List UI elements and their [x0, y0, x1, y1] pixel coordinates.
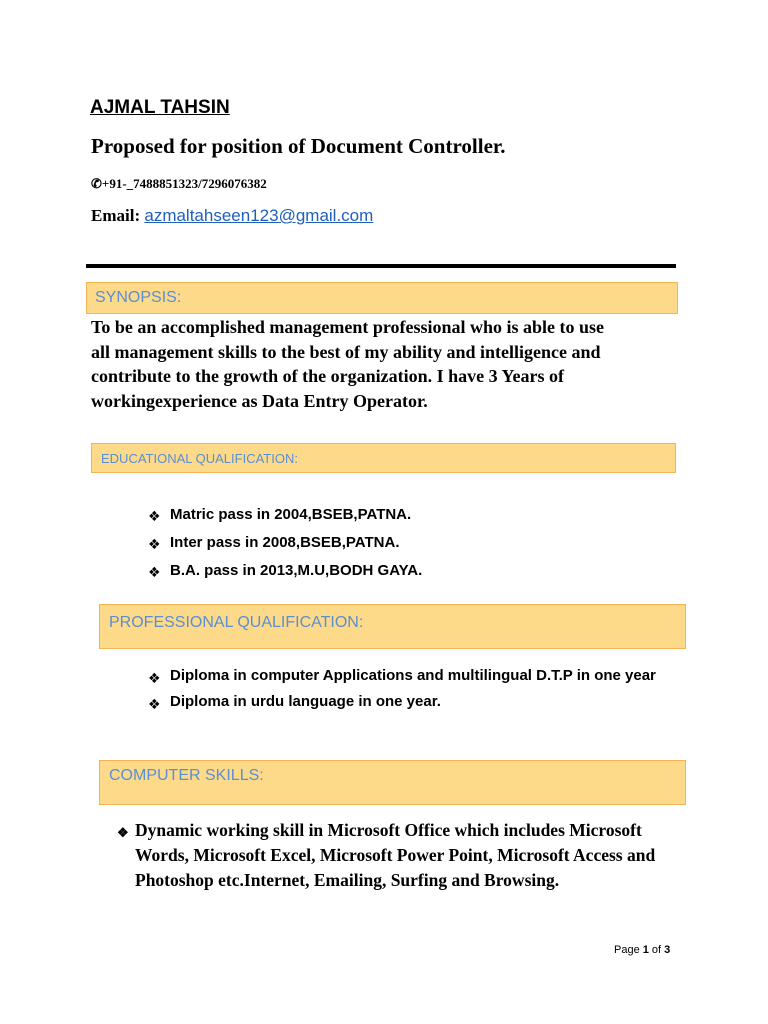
diamond-bullet-icon: ❖ [148, 696, 161, 712]
list-item-text: Inter pass in 2008,BSEB,PATNA. [170, 534, 400, 551]
email-link[interactable]: azmaltahseen123@gmail.com [144, 206, 374, 225]
list-item-text: B.A. pass in 2013,M.U,BODH GAYA. [170, 562, 423, 579]
synopsis-line: contribute to the growth of the organization. I have 3 Years of [91, 366, 564, 386]
list-item [117, 818, 657, 893]
phone-number: +91-_7488851323/7296076382 [101, 176, 267, 191]
email-line [91, 206, 373, 226]
email-label: Email: [91, 206, 145, 225]
page-prefix: Page [614, 944, 643, 956]
synopsis-line: workingexperience as Data Entry Operator. [91, 390, 428, 411]
page-of: of [648, 944, 665, 956]
computer-skills-list [117, 818, 657, 893]
computer-skills-heading: COMPUTER SKILLS: [99, 760, 686, 805]
synopsis-heading: SYNOPSIS: [86, 282, 678, 314]
diamond-bullet-icon: ❖ [148, 508, 161, 524]
list-item [148, 533, 422, 561]
page-current: 1 [642, 944, 649, 956]
diamond-bullet-icon: ❖ [148, 536, 161, 552]
page-total: 3 [664, 944, 671, 956]
professional-heading: PROFESSIONAL QUALIFICATION: [99, 604, 686, 649]
professional-list [148, 663, 678, 715]
candidate-name: AJMAL TAHSIN [90, 97, 230, 118]
header-divider [86, 264, 676, 268]
list-item [148, 663, 678, 689]
page-number [614, 944, 670, 956]
list-item-text: Dynamic working skill in Microsoft Office which includes Microsoft Words, Microsoft Excel, Microsoft Power Point, Microsoft Access and Photoshop etc.Internet, Emailing, Surfing and Browsing. [135, 820, 656, 890]
synopsis-text [91, 315, 681, 413]
list-item [148, 689, 678, 715]
list-item-text: Diploma in computer Applications and multilingual D.T.P in one year [170, 667, 656, 684]
synopsis-line: all management skills to the best of my ability and intelligence and [91, 341, 601, 362]
list-item [148, 561, 422, 589]
diamond-bullet-icon: ❖ [148, 564, 161, 580]
education-heading: EDUCATIONAL QUALIFICATION: [91, 443, 676, 473]
diamond-bullet-icon: ❖ [117, 825, 129, 840]
list-item [148, 505, 422, 533]
diamond-bullet-icon: ❖ [148, 670, 161, 686]
education-list [148, 505, 422, 589]
list-item-text: Matric pass in 2004,BSEB,PATNA. [170, 506, 412, 523]
phone-icon: ✆ [91, 176, 102, 191]
phone-line [91, 176, 267, 192]
position-title: Proposed for position of Document Controller. [91, 134, 506, 158]
list-item-text: Diploma in urdu language in one year. [170, 693, 441, 710]
synopsis-line: To be an accomplished management professional who is able to use [91, 317, 605, 337]
